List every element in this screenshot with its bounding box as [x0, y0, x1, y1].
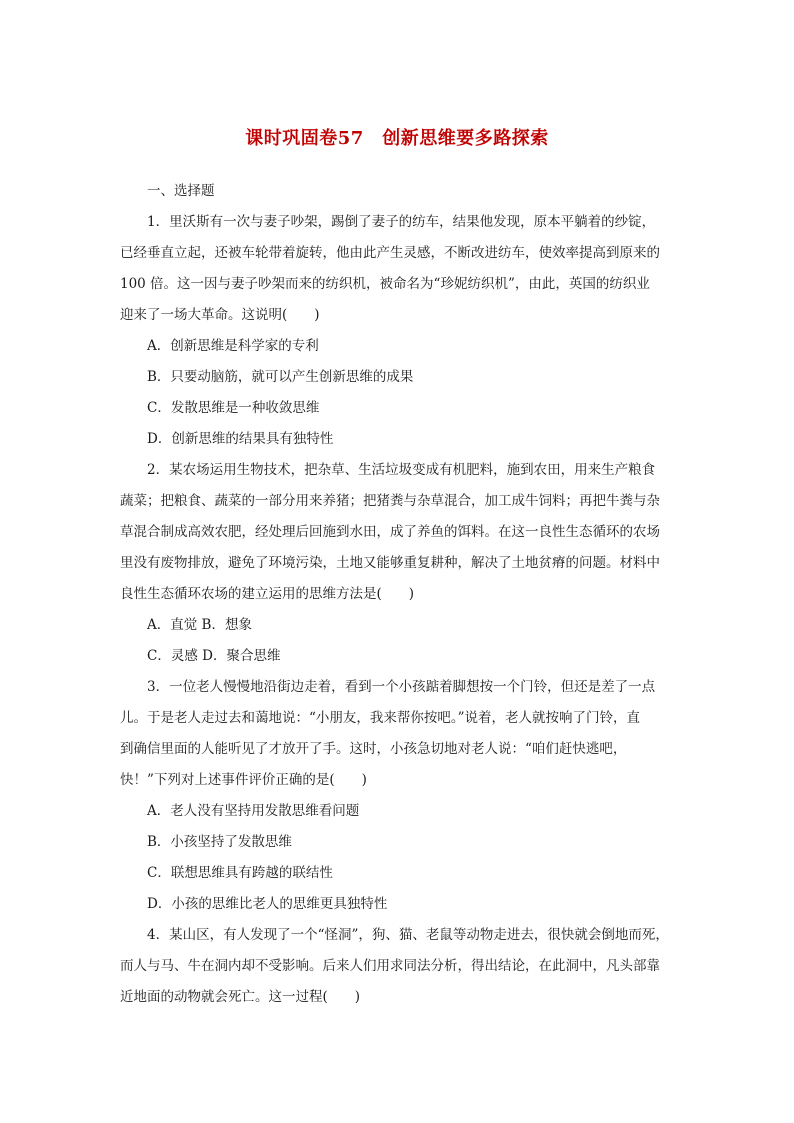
question-text-line: 3．一位老人慢慢地沿街边走着，看到一个小孩踮着脚想按一个门铃，但还是差了一点 [147, 679, 656, 695]
option-b: B．只要动脑筋，就可以产生创新思维的成果 [147, 369, 414, 385]
question-text-line: 近地面的动物就会死亡。这一过程( ) [120, 989, 361, 1005]
question-text-line: 100 倍。这一因与妻子吵架而来的纺织机，被命名为“珍妮纺织机”，由此，英国的纺织业 [120, 276, 650, 292]
option-d: D．小孩的思维比老人的思维更具独特性 [147, 896, 388, 912]
question-text-line: 4．某山区，有人发现了一个“怪洞”，狗、猫、老鼠等动物走进去，很快就会倒地而死， [147, 927, 669, 943]
question-1 [120, 207, 676, 455]
question-text-line: 到确信里面的人能听见了才放开了手。这时，小孩急切地对老人说：“咱们赶快逃吧， [120, 741, 627, 757]
option-cd: C．灵感 D．聚合思维 [147, 648, 281, 664]
option-c: C．发散思维是一种收敛思维 [147, 400, 320, 416]
question-text-line: 迎来了一场大革命。这说明( ) [120, 307, 320, 323]
question-text-line: 而人与马、牛在洞内却不受影响。后来人们用求同法分析，得出结论，在此洞中，凡头部靠 [120, 958, 660, 974]
option-a: A．老人没有坚持用发散思维看问题 [147, 803, 360, 819]
question-text-line: 已经垂直立起，还被车轮带着旋转，他由此产生灵感，不断改进纺车，使效率提高到原来的 [120, 245, 660, 261]
option-ab: A．直觉 B．想象 [147, 617, 252, 633]
page-title: 课时巩固卷57 创新思维要多路探索 [245, 128, 549, 149]
question-3 [120, 672, 676, 920]
option-b: B．小孩坚持了发散思维 [147, 834, 292, 850]
question-4 [120, 920, 676, 1013]
question-text-line: 2．某农场运用生物技术，把杂草、生活垃圾变成有机肥料，施到农田，用来生产粮食 [147, 462, 656, 478]
document-body [120, 176, 676, 1013]
question-text-line: 蔬菜；把粮食、蔬菜的一部分用来养猪；把猪粪与杂草混合，加工成牛饲料；再把牛粪与杂 [120, 493, 660, 509]
question-2 [120, 455, 676, 672]
option-d: D．创新思维的结果具有独特性 [147, 431, 334, 447]
question-text-line: 里没有废物排放，避免了环境污染，土地又能够重复耕种，解决了土地贫瘠的问题。材料中 [120, 555, 660, 571]
option-c: C．联想思维具有跨越的联结性 [147, 865, 333, 881]
option-a: A．创新思维是科学家的专利 [147, 338, 319, 354]
section-heading: 一、选择题 [147, 183, 215, 199]
question-text-line: 快！”下列对上述事件评价正确的是( ) [120, 772, 367, 788]
question-text-line: 儿。于是老人走过去和蔼地说：“小朋友，我来帮你按吧。”说着，老人就按响了门铃，直 [120, 710, 641, 726]
question-text-line: 1．里沃斯有一次与妻子吵架，踢倒了妻子的纺车，结果他发现，原本平躺着的纱锭， [147, 214, 656, 230]
question-text-line: 良性生态循环农场的建立运用的思维方法是( ) [120, 586, 415, 602]
question-text-line: 草混合制成高效农肥，经处理后回施到水田，成了养鱼的饵料。在这一良性生态循环的农场 [120, 524, 660, 540]
